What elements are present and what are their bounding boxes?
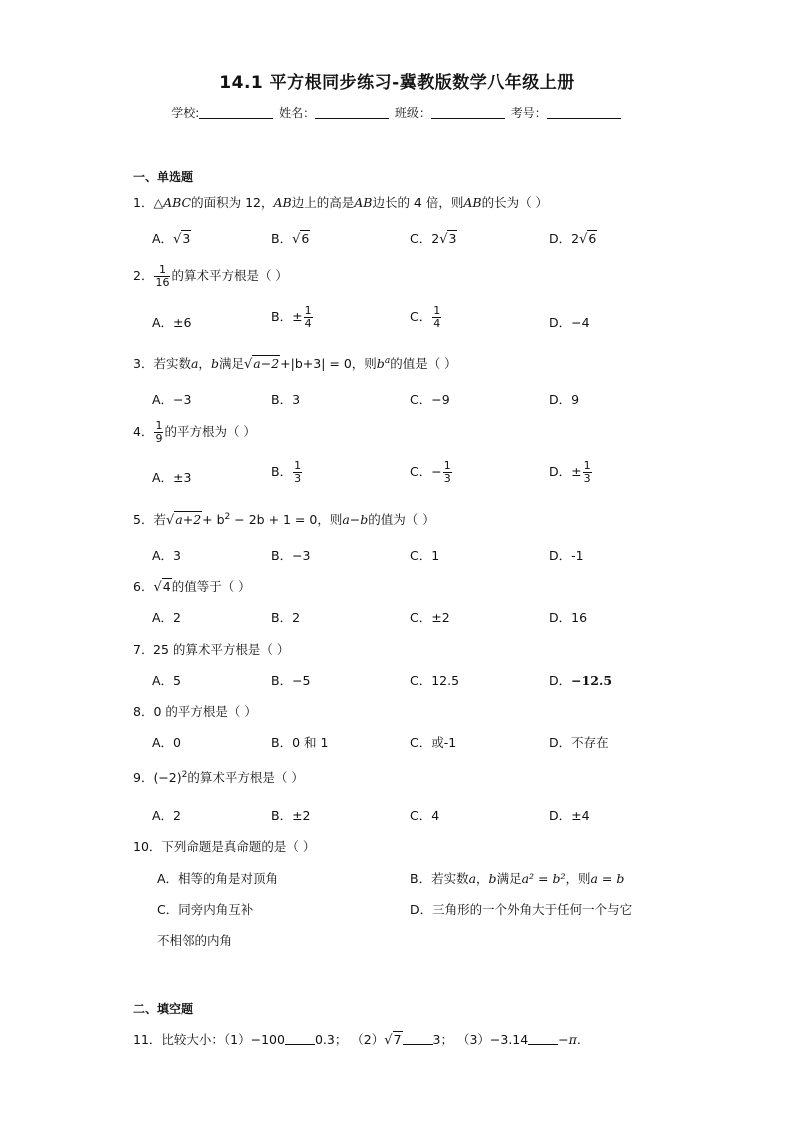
option-d[interactable]: D．-1: [549, 548, 584, 563]
question-7-options: [152, 671, 672, 695]
option-a[interactable]: A．±6: [152, 315, 192, 330]
school-label: 学校:: [171, 106, 200, 120]
question-7-number: 7．: [133, 642, 154, 657]
option-d[interactable]: D．16: [549, 610, 588, 625]
option-d[interactable]: D．± $\frac{1}{3}$: [549, 459, 591, 485]
question-3: 3．若实数a，b满足√a−2+|b+3| = 0，则$b^a$的值是（ ）: [133, 355, 457, 372]
question-3-options: [152, 390, 672, 414]
question-10-option-b[interactable]: B．若实数a，b满足a² = b²，则a = b: [410, 871, 625, 886]
question-10: 10．下列命题是真命题的是（ ）: [133, 839, 316, 854]
question-1: 1．△ABC的面积为 12，AB边上的高是AB边长的 4 倍，则AB的长为（ ）: [133, 195, 549, 210]
question-4-options: [152, 459, 672, 492]
name-label: 姓名：: [279, 106, 316, 120]
option-c[interactable]: C．− $\frac{1}{3}$: [410, 459, 451, 485]
option-c[interactable]: C．±2: [410, 610, 450, 625]
option-c[interactable]: C．2√3: [410, 231, 457, 247]
option-b[interactable]: B．−5: [271, 673, 311, 688]
question-11: 11．比较大小：（1）−100 0.3； （2）√7 3； （3）−3.14 −π.: [133, 1032, 581, 1048]
option-a[interactable]: A．2: [152, 808, 182, 823]
question-5-options: [152, 546, 672, 570]
answer-blank-1[interactable]: [285, 1033, 315, 1045]
option-b[interactable]: B．± $\frac{1}{4}$: [271, 304, 312, 330]
answer-blank-3[interactable]: [528, 1033, 558, 1045]
question-8-options: [152, 733, 672, 757]
option-a[interactable]: A．5: [152, 673, 182, 688]
question-2-options: [152, 304, 672, 337]
option-b[interactable]: B．0 和 1: [271, 735, 329, 750]
question-4: 4． $\frac{1}{9}$ 的平方根为（ ）: [133, 419, 256, 445]
section-heading-single-choice: 一、单选题: [133, 170, 194, 184]
question-10-option-c[interactable]: C．同旁内角互补: [157, 902, 254, 917]
option-b[interactable]: B．−3: [271, 548, 311, 563]
option-d[interactable]: D．±4: [549, 808, 590, 823]
exam-no-blank: [547, 106, 621, 119]
question-9: 9．$(-2)^2$的算术平方根是（ ）: [133, 769, 304, 785]
name-blank: [315, 106, 389, 119]
question-10-option-a[interactable]: A．相等的角是对顶角: [157, 871, 279, 886]
option-d[interactable]: D．不存在: [549, 735, 609, 750]
option-a[interactable]: A．−3: [152, 392, 192, 407]
page-title: 14.1 平方根同步练习-冀教版数学八年级上册: [219, 73, 575, 93]
question-7: 25 的算术平方根是（ ）: [153, 642, 290, 657]
option-c[interactable]: C．12.5: [410, 673, 460, 688]
question-8: 8．0 的平方根是（ ）: [133, 704, 257, 719]
question-6: 6．√4的值等于（ ）: [133, 579, 251, 595]
option-a[interactable]: A．3: [152, 548, 182, 563]
option-b[interactable]: B．√6: [271, 231, 310, 247]
question-1-options: [152, 229, 672, 253]
option-d[interactable]: D．9: [549, 392, 580, 407]
option-b[interactable]: B．2: [271, 610, 301, 625]
option-a[interactable]: A．2: [152, 610, 182, 625]
question-10-option-d[interactable]: D．三角形的一个外角大于任何一个与它: [410, 902, 633, 917]
option-c[interactable]: C．或-1: [410, 735, 457, 750]
option-a[interactable]: A．√3: [152, 231, 191, 247]
option-d[interactable]: D．−4: [549, 315, 590, 330]
class-blank: [431, 106, 505, 119]
option-d[interactable]: D．−12.5: [549, 673, 613, 688]
question-2: 2． $\frac{1}{16}$ 的算术平方根是（ ）: [133, 263, 288, 289]
class-label: 班级：: [394, 106, 431, 120]
option-c[interactable]: C．4: [410, 808, 440, 823]
question-9-options: [152, 806, 672, 830]
option-d[interactable]: D．2√6: [549, 231, 597, 247]
option-b[interactable]: B． $\frac{1}{3}$: [271, 459, 302, 485]
question-6-options: [152, 608, 672, 632]
option-c[interactable]: C．1: [410, 548, 440, 563]
option-a[interactable]: A．0: [152, 735, 182, 750]
question-5: 5．若$√a+2+ b^2 - 2b + 1 = 0$，则a−b的值为（ ）: [133, 511, 435, 528]
option-c[interactable]: C． $\frac{1}{4}$: [410, 304, 441, 330]
option-c[interactable]: C．−9: [410, 392, 450, 407]
section-heading-fill-in: 二、填空题: [133, 1002, 194, 1016]
student-info-line: [0, 104, 794, 121]
exam-no-label: 考号：: [510, 106, 547, 120]
school-blank: [199, 106, 273, 119]
option-b[interactable]: B．±2: [271, 808, 311, 823]
option-b[interactable]: B．3: [271, 392, 301, 407]
question-10-option-d-continued: 不相邻的内角: [157, 933, 233, 948]
option-a[interactable]: A．±3: [152, 470, 192, 485]
answer-blank-2[interactable]: [403, 1033, 433, 1045]
